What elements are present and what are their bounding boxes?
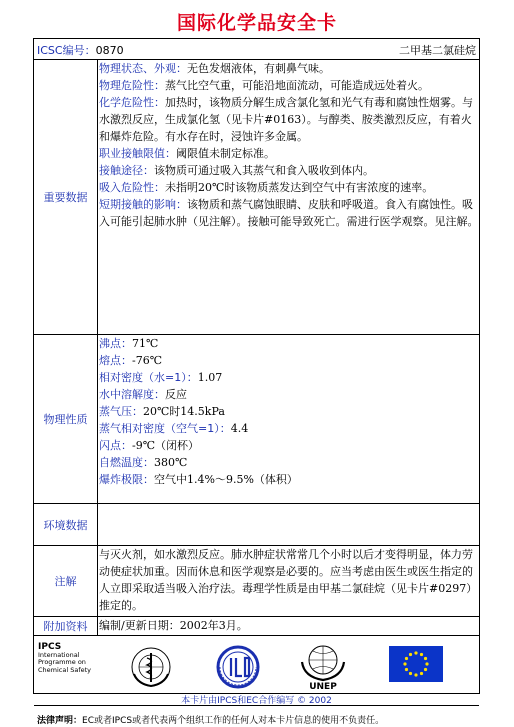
legal-key: 法律声明： — [37, 716, 83, 726]
physical-property-item — [99, 471, 479, 488]
physical-property-key: 蒸气相对密度（空气=1）： — [99, 422, 231, 435]
unep-emblem-icon — [298, 642, 348, 682]
physical-property-value: -9℃（闭杯） — [132, 439, 200, 452]
icsc-value: 0870 — [95, 44, 124, 57]
important-data-key: 物理危险性： — [99, 79, 165, 92]
physical-property-value: 空气中1.4%～9.5%（体积） — [154, 473, 298, 486]
important-data-label: 重要数据 — [34, 60, 98, 334]
icsc-label: ICSC编号： — [37, 44, 96, 57]
card-title: 国际化学品安全卡 — [176, 12, 337, 34]
important-data-item — [99, 162, 479, 179]
additional-label: 附加资料 — [34, 617, 98, 635]
physical-property-item — [99, 403, 479, 420]
important-data-value: 该物质和蒸气腐蚀眼睛、皮肤和呼吸道。食入有腐蚀性。吸入可能引起肺水肿（见注解）。接触可能导致死亡。需进行医学观察。见注解。 — [99, 198, 479, 228]
physical-property-key: 自燃温度： — [99, 456, 154, 469]
ipcs-line-0: IPCS — [38, 642, 62, 652]
eu-star-icon — [424, 657, 427, 660]
important-data-key: 短期接触的影响： — [99, 198, 187, 211]
important-data-key: 接触途径： — [99, 164, 154, 177]
important-data-item — [99, 77, 479, 94]
legal-statement — [37, 713, 384, 726]
physical-property-key: 蒸气压： — [99, 405, 143, 418]
additional-content: 编制/更新日期：2002年3月。 — [99, 619, 248, 632]
important-data-row — [34, 60, 479, 335]
physical-property-value: 380℃ — [154, 456, 188, 469]
important-data-item — [99, 60, 479, 77]
important-data-item — [99, 94, 479, 145]
ipcs-line-2: Programme on — [38, 658, 86, 666]
important-data-key: 职业接触限值： — [99, 147, 176, 160]
icsc-number — [37, 42, 124, 58]
eu-flag-icon — [389, 646, 443, 682]
logos-row — [34, 636, 479, 706]
header-row — [34, 39, 479, 60]
important-data-item — [99, 145, 479, 162]
physical-property-value: 20℃时14.5kPa — [143, 405, 225, 418]
important-data-value: 加热时，该物质分解生成含氯化氢和光气有毒和腐蚀性烟雾。与水激烈反应，生成氯化氢（见卡片#0163）。与醇类、胺类激烈反应，有着火和爆炸危险。有水存在时，浸蚀许多金属。 — [99, 96, 473, 143]
legal-section — [34, 707, 479, 727]
ipcs-line-3: Chemical Safety — [38, 665, 92, 674]
safety-card — [33, 38, 480, 726]
logos — [34, 636, 479, 696]
physical-property-item — [99, 335, 479, 352]
important-data-item — [99, 196, 479, 230]
additional-row — [34, 617, 479, 636]
who-emblem-icon — [128, 644, 174, 690]
physical-property-value: 4.4 — [230, 422, 249, 435]
physical-property-item — [99, 386, 479, 403]
important-data-key: 吸入危险性： — [99, 181, 165, 194]
eu-star-icon — [409, 672, 412, 675]
eu-star-icon — [420, 672, 423, 675]
physical-property-item — [99, 454, 479, 471]
credit-text: 本卡片由IPCS和EC合作编写 © 2002 — [181, 696, 332, 706]
important-data-value: 未指明20℃时该物质蒸发达到空气中有害浓度的速率。 — [165, 181, 434, 194]
environment-content — [98, 504, 479, 545]
eu-star-icon — [414, 673, 417, 676]
notes-label: 注解 — [34, 546, 98, 616]
eu-star-icon — [424, 668, 427, 671]
physical-property-key: 闪点： — [99, 439, 132, 452]
physical-property-key: 熔点： — [99, 354, 132, 367]
physical-property-item — [99, 352, 479, 369]
physical-property-key: 相对密度（水=1）： — [99, 371, 198, 384]
notes-content: 与灭火剂，如水激烈反应。肺水肿症状常常几个小时以后才变得明显，体力劳动使症状加重。因而休息和医学观察是必要的。应当考虑由医生或医生指定的人立即采取适当吸入治疗法。毒理学性质是由甲基二氯硅烷（见卡片#0297）推定的。 — [99, 548, 478, 612]
eu-star-icon — [403, 662, 406, 665]
physical-property-key: 沸点： — [99, 337, 132, 350]
important-data-key: 化学危险性： — [99, 96, 165, 109]
physical-property-item — [99, 437, 479, 454]
physical-property-key: 爆炸极限： — [99, 473, 154, 486]
important-data-value: 阈限值未制定标准。 — [176, 147, 275, 160]
eu-star-icon — [405, 657, 408, 660]
important-data-item — [99, 179, 479, 196]
important-data-value: 无色发烟液体，有刺鼻气味。 — [187, 62, 330, 75]
physical-property-value: 71℃ — [132, 337, 159, 350]
eu-star-icon — [414, 651, 417, 654]
legal-text: EC或者IPCS或者代表两个组织工作的任何人对本卡片信息的使用不负责任。 — [82, 716, 385, 726]
ilo-emblem-icon — [214, 643, 262, 691]
physical-property-value: 1.07 — [197, 371, 223, 384]
environment-label: 环境数据 — [34, 504, 98, 545]
ipcs-line-1: International — [38, 650, 80, 659]
physical-property-key: 水中溶解度： — [99, 388, 165, 401]
important-data-content — [98, 60, 479, 334]
physical-property-item — [99, 420, 479, 437]
unep-label: UNEP — [309, 682, 337, 692]
chemical-name: 二甲基二氯硅烷 — [399, 44, 476, 57]
eu-star-icon — [405, 668, 408, 671]
physical-property-value: -76℃ — [132, 354, 163, 367]
eu-star-icon — [409, 653, 412, 656]
environment-row — [34, 504, 479, 546]
eu-star-icon — [420, 653, 423, 656]
notes-row — [34, 546, 479, 617]
ipcs-logo-text — [38, 644, 91, 674]
important-data-key: 物理状态、外观： — [99, 62, 187, 75]
physical-properties-content — [98, 335, 479, 503]
important-data-value: 该物质可通过吸入其蒸气和食入吸收到体内。 — [154, 164, 374, 177]
physical-properties-label: 物理性质 — [34, 335, 98, 503]
physical-property-value: 反应 — [165, 388, 187, 401]
physical-property-item — [99, 369, 479, 386]
eu-star-icon — [425, 662, 428, 665]
important-data-value: 蒸气比空气重，可能沿地面流动，可能造成远处着火。 — [165, 79, 429, 92]
physical-properties-row — [34, 335, 479, 504]
